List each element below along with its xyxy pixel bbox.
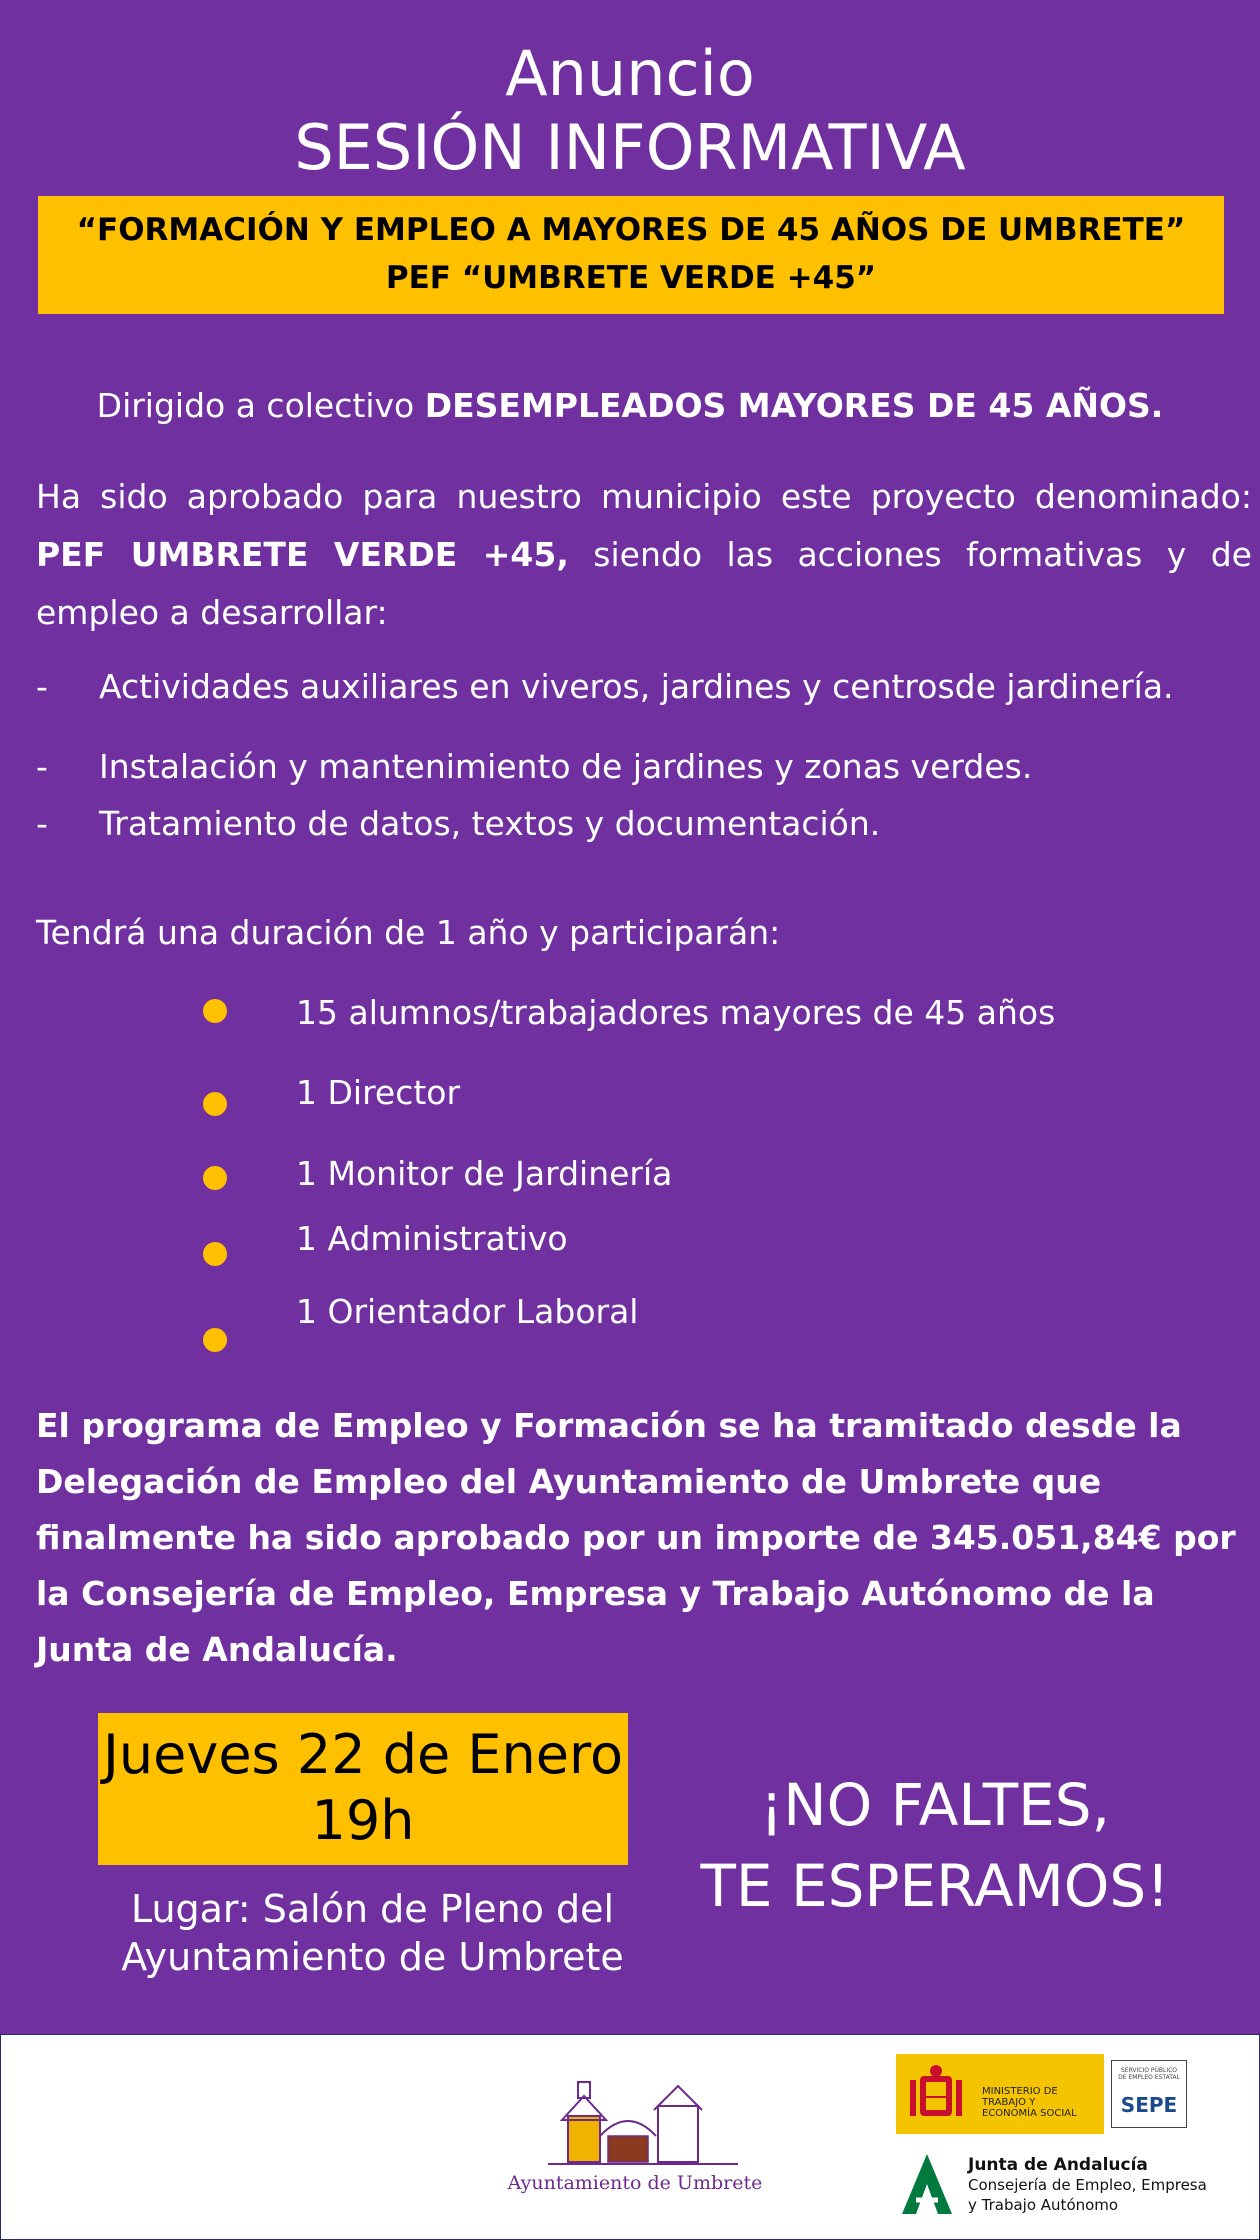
announcement-title: Anuncio	[505, 37, 755, 110]
junta-name: Junta de Andalucía	[968, 2155, 1148, 2175]
participant-item: 15 alumnos/trabajadores mayores de 45 años	[296, 993, 1056, 1032]
consejeria-line-1: Consejería de Empleo, Empresa	[968, 2176, 1207, 2194]
sepe-text: SEPE	[1120, 2093, 1178, 2117]
ministerio-text: MINISTERIO DE TRABAJO Y ECONOMÍA SOCIAL	[982, 2086, 1077, 2119]
participant-item: 1 Monitor de Jardinería	[296, 1154, 673, 1193]
participant-item: 1 Director	[296, 1073, 461, 1112]
action-item: Instalación y mantenimiento de jardines y zonas verdes.	[99, 747, 1033, 786]
ayuntamiento-logo-icon	[548, 2076, 738, 2172]
approval-text-end: siendo las acciones formativas y de empleo a desarrollar:	[36, 535, 1252, 632]
program-banner	[38, 196, 1224, 314]
sepe-logo	[1111, 2060, 1187, 2128]
event-date: Jueves 22 de Enero	[102, 1723, 623, 1786]
action-item: Actividades auxiliares en viveros, jardines y centrosde jardinería.	[99, 667, 1174, 706]
banner-line-2: PEF “UMBRETE VERDE +45”	[385, 260, 877, 296]
duration-text: Tendrá una duración de 1 año y participarán:	[36, 913, 781, 952]
bullet-icon	[203, 1166, 227, 1190]
consejeria-line-2: y Trabajo Autónomo	[968, 2196, 1119, 2214]
sepe-small-text: SERVICIO PÚBLICO DE EMPLEO ESTATAL	[1118, 2067, 1180, 2081]
list-dash: -	[36, 804, 48, 843]
ministerio-logo	[896, 2054, 1104, 2134]
coat-of-arms-icon	[904, 2062, 968, 2126]
target-audience	[0, 385, 1260, 427]
project-name: PEF UMBRETE VERDE +45,	[36, 535, 569, 574]
approval-text-start: Ha sido aprobado para nuestro municipio este proyecto denominado:	[36, 477, 1252, 516]
bullet-icon	[203, 1328, 227, 1352]
participant-item: 1 Administrativo	[296, 1219, 568, 1258]
cta-line-2: TE ESPERAMOS!	[700, 1852, 1170, 1920]
participant-item: 1 Orientador Laboral	[296, 1292, 639, 1331]
audience-emphasis: DESEMPLEADOS MAYORES DE 45 AÑOS.	[424, 386, 1164, 425]
event-time: 19h	[311, 1789, 415, 1852]
event-datetime-box	[98, 1713, 628, 1865]
junta-andalucia-icon	[896, 2152, 958, 2216]
bullet-icon	[203, 1242, 227, 1266]
audience-prefix: Dirigido a colectivo	[96, 386, 425, 425]
list-dash: -	[36, 667, 48, 706]
ayuntamiento-label: Ayuntamiento de Umbrete	[507, 2172, 763, 2194]
bullet-icon	[203, 1092, 227, 1116]
approval-paragraph	[36, 468, 1252, 642]
bullet-icon	[203, 999, 227, 1023]
session-subtitle: SESIÓN INFORMATIVA	[294, 111, 966, 184]
list-dash: -	[36, 747, 48, 786]
action-item: Tratamiento de datos, textos y documentación.	[99, 804, 881, 843]
event-place-line-1: Lugar: Salón de Pleno del	[130, 1887, 615, 1931]
cta-line-1: ¡NO FALTES,	[759, 1771, 1111, 1839]
event-place-line-2: Ayuntamiento de Umbrete	[121, 1935, 624, 1979]
program-description: El programa de Empleo y Formación se ha tramitado desde la Delegación de Empleo del Ayuntamiento de Umbrete que finalmente ha sido aprobado por un importe de 345.051,84€ por la Consejería de Empleo, Empresa y Trabajo Autónomo de la Junta de Andalucía.	[36, 1406, 1236, 1669]
banner-line-1: “FORMACIÓN Y EMPLEO A MAYORES DE 45 AÑOS DE UMBRETE”	[76, 212, 1186, 248]
